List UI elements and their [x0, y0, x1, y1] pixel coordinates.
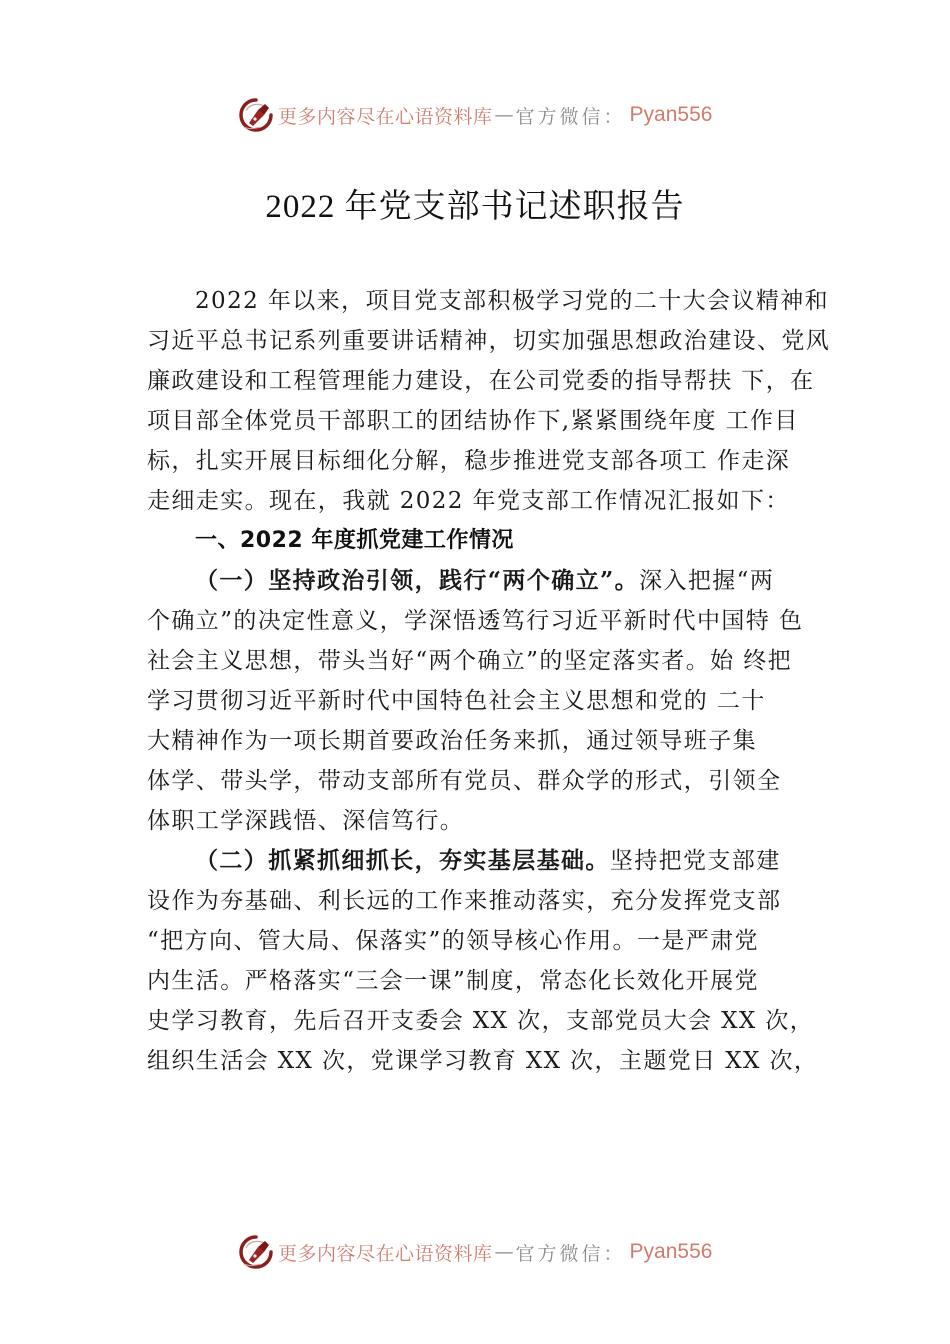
text-line: 学习贯彻习近平新时代中国特色社会主义思想和党的 二十	[147, 688, 766, 714]
watermark-label-text: 官方微信：	[515, 1242, 626, 1265]
intro-paragraph	[147, 281, 837, 521]
document-body	[147, 281, 837, 1081]
text-line: 走细走实。现在，我就 2022 年党支部工作情况汇报如下：	[147, 488, 790, 514]
watermark-wechat-id: Pyan556	[629, 103, 713, 126]
text-line: 标，扎实开展目标细化分解，稳步推进党支部各项工 作走深	[147, 448, 791, 474]
text-line: 内生活。严格落实“三会一课”制度，常态化长效化开展党	[147, 968, 759, 994]
watermark-dash: —	[494, 1241, 514, 1263]
watermark-brand-text: 更多内容尽在心语资料库	[278, 105, 493, 128]
text-run: 深入把握“两	[639, 568, 775, 594]
text-line: “把方向、管大局、保落实”的领导核心作用。一是严肃党	[147, 928, 759, 954]
subsection-lead: （二）抓紧抓细抓长，夯实基层基础。	[195, 847, 610, 874]
text-line	[147, 561, 837, 601]
subsection-paragraph-2	[147, 841, 837, 1081]
section-heading: 一、2022 年度抓党建工作情况	[195, 528, 514, 553]
watermark-dash: —	[494, 104, 514, 126]
text-line: 体学、带头学，带动支部所有党员、群众学的形式，引领全	[147, 768, 782, 794]
watermark-header	[238, 95, 712, 135]
text-run: 坚持把党支部建	[609, 848, 781, 874]
pen-nib-circle-icon	[238, 1234, 274, 1270]
text-line: 个确立”的决定性意义，学深悟透笃行习近平新时代中国特 色	[147, 608, 804, 634]
text-line: 2022 年以来，项目党支部积极学习党的二十大会议精神和	[195, 288, 830, 314]
pen-nib-circle-icon	[238, 97, 274, 133]
text-line: 史学习教育，先后召开支委会 XX 次，支部党员大会 XX 次，	[147, 1008, 815, 1034]
text-line	[147, 841, 837, 881]
text-line: 设作为夯基础、利长远的工作来推动落实，充分发挥党支部	[147, 888, 782, 914]
text-line: 体职工学深践悟、深信笃行。	[147, 808, 465, 834]
subsection-paragraph-1	[147, 561, 837, 841]
text-line: 社会主义思想，带头当好“两个确立”的坚定落实者。始 终把	[147, 648, 793, 674]
text-line: 习近平总书记系列重要讲话精神，切实加强思想政治建设、党风	[147, 328, 831, 354]
watermark-label-text: 官方微信：	[515, 105, 626, 128]
watermark-wechat-id: Pyan556	[629, 1240, 713, 1263]
watermark-footer	[238, 1232, 712, 1272]
text-line: 大精神作为一项长期首要政治任务来抓，通过领导班子集	[147, 728, 757, 754]
text-line: 项目部全体党员干部职工的团结协作下,紧紧围绕年度 工作目	[147, 408, 799, 434]
subsection-lead: （一）坚持政治引领，践行“两个确立”。	[195, 567, 640, 594]
watermark-brand-text: 更多内容尽在心语资料库	[278, 1242, 493, 1265]
text-line: 廉政建设和工程管理能力建设，在公司党委的指导帮扶 下，在	[147, 368, 815, 394]
document-title: 2022 年党支部书记述职报告	[265, 189, 685, 225]
text-line: 组织生活会 XX 次，党课学习教育 XX 次，主题党日 XX 次，	[147, 1048, 819, 1074]
